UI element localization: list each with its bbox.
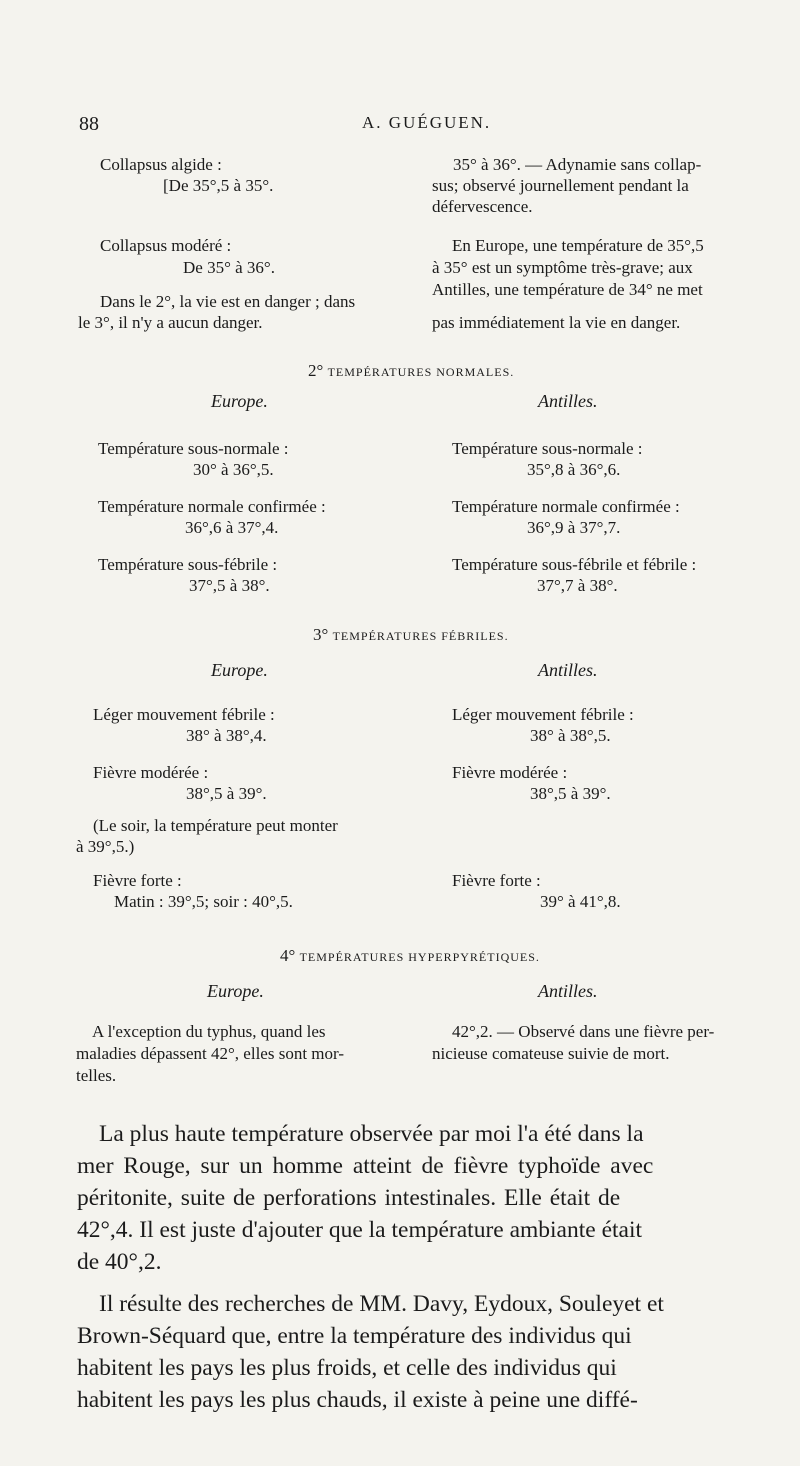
para2-line-1: Brown-Séquard que, entre la température des individus qui — [77, 1323, 632, 1349]
section-3-heading — [313, 625, 509, 645]
section-3-number: 3° — [313, 625, 329, 644]
para1-line-4: de 40°,2. — [77, 1249, 162, 1275]
s3-antilles-line-5: 39° à 41°,8. — [540, 892, 621, 911]
section-2-europe-label: Europe. — [211, 391, 268, 411]
s2-antilles-line-1: 35°,8 à 36°,6. — [527, 460, 621, 479]
s3-europe-line-2: Fièvre modérée : — [93, 763, 209, 782]
s4-antilles-line-1: nicieuse comateuse suivie de mort. — [432, 1044, 670, 1063]
s3-europe-line-4: (Le soir, la température peut monter — [93, 816, 338, 835]
s3-europe-line-3: 38°,5 à 39°. — [186, 784, 267, 803]
s4-europe-line-1: maladies dépassent 42°, elles sont mor- — [76, 1044, 345, 1063]
s1-right-line-6: pas immédiatement la vie en danger. — [432, 313, 681, 332]
s3-antilles-line-2: Fièvre modérée : — [452, 763, 568, 782]
s2-europe-line-3: 36°,6 à 37°,4. — [185, 518, 279, 537]
s4-europe-line-2: telles. — [76, 1066, 117, 1085]
s3-europe-line-1: 38° à 38°,4. — [186, 726, 267, 745]
page-number: 88 — [79, 113, 99, 135]
s3-europe-line-7: Matin : 39°,5; soir : 40°,5. — [114, 892, 293, 911]
s1-right-line-2: défervescence. — [432, 197, 533, 216]
s3-europe-line-0: Léger mouvement fébrile : — [93, 705, 275, 724]
section-4-number: 4° — [280, 946, 296, 965]
s2-europe-line-1: 30° à 36°,5. — [193, 460, 274, 479]
s2-europe-line-5: 37°,5 à 38°. — [189, 576, 270, 595]
para2-line-0: Il résulte des recherches de MM. Davy, Eydoux, Souleyet et — [99, 1291, 664, 1317]
s2-europe-line-0: Température sous-normale : — [98, 439, 289, 458]
s1-right-line-1: sus; observé journellement pendant la — [432, 176, 689, 195]
s2-antilles-line-3: 36°,9 à 37°,7. — [527, 518, 621, 537]
s2-antilles-line-0: Température sous-normale : — [452, 439, 643, 458]
section-3-antilles-label: Antilles. — [538, 660, 598, 680]
section-2-number: 2° — [308, 361, 324, 380]
para2-line-2: habitent les pays les plus froids, et celle des individus qui — [77, 1355, 617, 1381]
s2-antilles-line-5: 37°,7 à 38°. — [537, 576, 618, 595]
section-3-europe-label: Europe. — [211, 660, 268, 680]
section-3-title: TEMPÉRATURES FÉBRILES. — [332, 629, 509, 643]
para1-line-1: mer Rouge, sur un homme atteint de fièvre typhoïde avec — [77, 1153, 654, 1179]
s1-left-line-2: Collapsus modéré : — [100, 236, 232, 255]
s1-left-line-4: Dans le 2°, la vie est en danger ; dans — [100, 292, 356, 311]
s1-left-line-0: Collapsus algide : — [100, 155, 222, 174]
s3-antilles-line-4: Fièvre forte : — [452, 871, 541, 890]
s1-right-line-3: En Europe, une température de 35°,5 — [452, 236, 704, 255]
section-4-antilles-label: Antilles. — [538, 981, 598, 1001]
s4-antilles-line-0: 42°,2. — Observé dans une fièvre per- — [452, 1022, 715, 1041]
s1-left-line-5: le 3°, il n'y a aucun danger. — [78, 313, 263, 332]
section-4-title: TEMPÉRATURES HYPERPYRÉTIQUES. — [299, 950, 540, 964]
s2-antilles-line-2: Température normale confirmée : — [452, 497, 680, 516]
s1-right-line-4: à 35° est un symptôme très-grave; aux — [432, 258, 693, 277]
s4-europe-line-0: A l'exception du typhus, quand les — [92, 1022, 326, 1041]
section-2-antilles-label: Antilles. — [538, 391, 598, 411]
section-4-europe-label: Europe. — [207, 981, 264, 1001]
section-4-heading — [280, 946, 540, 966]
section-2-title: TEMPÉRATURES NORMALES. — [327, 365, 515, 379]
para1-line-2: péritonite, suite de perforations intestinales. Elle était de — [77, 1185, 621, 1211]
s3-antilles-line-0: Léger mouvement fébrile : — [452, 705, 634, 724]
s2-europe-line-4: Température sous-fébrile : — [98, 555, 278, 574]
s3-antilles-line-3: 38°,5 à 39°. — [530, 784, 611, 803]
para1-line-0: La plus haute température observée par moi l'a été dans la — [99, 1121, 644, 1147]
s1-left-line-1: [De 35°,5 à 35°. — [163, 176, 274, 195]
s3-europe-line-6: Fièvre forte : — [93, 871, 182, 890]
section-2-heading — [308, 361, 514, 381]
para1-line-3: 42°,4. Il est juste d'ajouter que la température ambiante était — [77, 1217, 643, 1243]
s2-antilles-line-4: Température sous-fébrile et fébrile : — [452, 555, 697, 574]
s2-europe-line-2: Température normale confirmée : — [98, 497, 326, 516]
s3-antilles-line-1: 38° à 38°,5. — [530, 726, 611, 745]
s1-right-line-5: Antilles, une température de 34° ne met — [432, 280, 703, 299]
para2-line-3: habitent les pays les plus chauds, il existe à peine une diffé- — [77, 1387, 638, 1413]
s3-europe-line-5: à 39°,5.) — [76, 837, 135, 856]
s1-right-line-0: 35° à 36°. — Adynamie sans collap- — [453, 155, 702, 174]
running-header-author: A. GUÉGUEN. — [362, 113, 492, 132]
s1-left-line-3: De 35° à 36°. — [183, 258, 275, 277]
